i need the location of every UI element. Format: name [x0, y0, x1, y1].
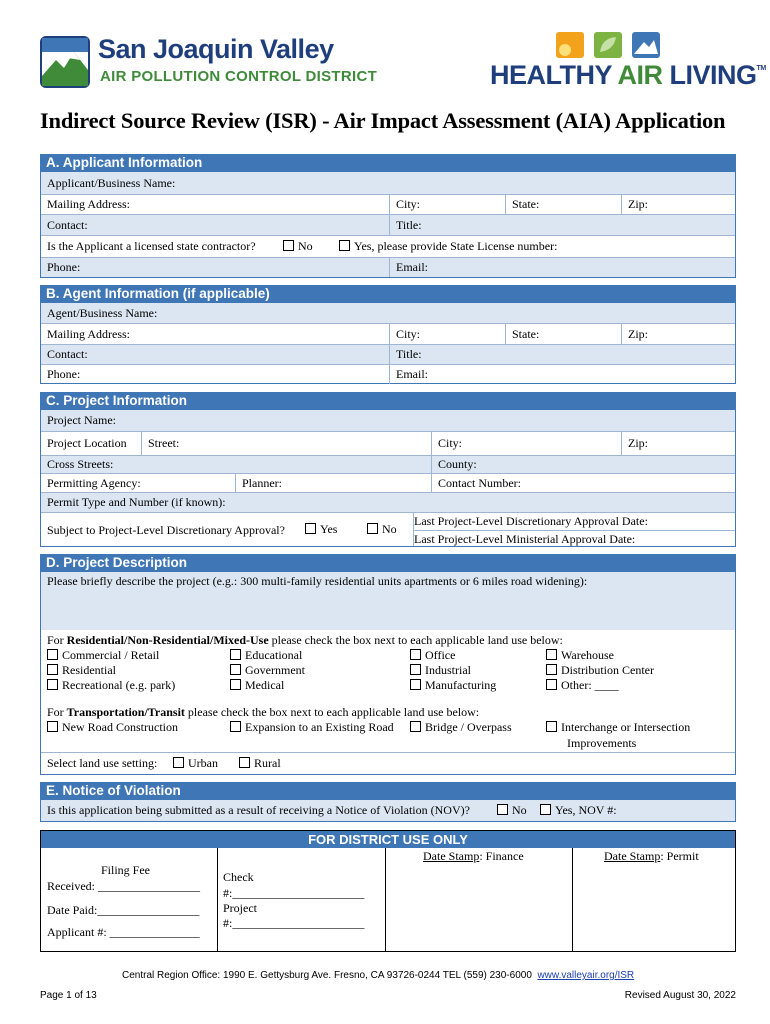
checkbox[interactable] — [230, 649, 241, 660]
applicant-number-field[interactable]: Applicant #: _______________ — [47, 925, 200, 939]
project-location-label: Project Location — [47, 436, 127, 450]
checkbox[interactable] — [410, 721, 421, 732]
checkbox[interactable] — [540, 804, 551, 815]
checkbox[interactable] — [173, 757, 184, 768]
checkbox[interactable] — [546, 679, 557, 690]
section-e — [40, 799, 736, 822]
check-label: Check — [223, 870, 254, 884]
setting-urban-option[interactable]: Urban — [167, 753, 233, 774]
agent-business-name-label[interactable]: Agent/Business Name: — [47, 306, 158, 320]
checkbox[interactable] — [410, 649, 421, 660]
section-b-header: B. Agent Information (if applicable) — [40, 285, 736, 302]
page-number: Page 1 of 13 — [40, 990, 97, 1001]
phone-label[interactable]: Phone: — [47, 367, 81, 381]
footer-office: Central Region Office: 1990 E. Gettysburg Ave. Fresno, CA 93726-0244 TEL (559) 230-6000 www.valleyair.org/ISR — [122, 970, 635, 981]
permit-type-label[interactable]: Permit Type and Number (if known): — [47, 495, 226, 509]
contact-number-label[interactable]: Contact Number: — [431, 474, 735, 492]
zip-label[interactable]: Zip: — [621, 432, 735, 455]
contractor-yes-option[interactable]: Yes, please provide State License number: — [333, 236, 735, 257]
checkbox[interactable] — [410, 679, 421, 690]
date-paid-field[interactable]: Date Paid:_________________ — [47, 903, 200, 917]
checkbox[interactable] — [410, 664, 421, 675]
mountain-logo-icon — [40, 36, 90, 88]
section-c-header: C. Project Information — [40, 392, 736, 409]
land-use-office[interactable]: Office — [410, 648, 455, 663]
phone-label[interactable]: Phone: — [47, 260, 81, 274]
district-subtitle: AIR POLLUTION CONTROL DISTRICT — [100, 68, 378, 85]
email-label[interactable]: Email: — [389, 365, 735, 384]
applicant-business-name-label[interactable]: Applicant/Business Name: — [47, 176, 176, 190]
air-text: AIR — [617, 60, 663, 90]
sun-icon — [556, 32, 584, 58]
sjv-logo — [40, 34, 378, 90]
section-c — [40, 409, 736, 547]
contractor-question: Is the Applicant a licensed state contractor? — [47, 239, 256, 253]
checkbox[interactable] — [230, 679, 241, 690]
district-name: San Joaquin Valley — [98, 34, 334, 64]
project-label: Project — [223, 901, 257, 915]
revised-date: Revised August 30, 2022 — [624, 990, 736, 1001]
section-d-header: D. Project Description — [40, 554, 736, 571]
land-use-manufacturing[interactable]: Manufacturing — [410, 678, 496, 693]
valleyair-link[interactable]: www.valleyair.org/ISR — [537, 970, 635, 981]
contractor-no-option[interactable]: No — [277, 236, 337, 257]
project-name-label[interactable]: Project Name: — [47, 413, 116, 427]
healthy-text: HEALTHY — [490, 60, 612, 90]
land-use-industrial[interactable]: Industrial — [410, 663, 471, 678]
received-field[interactable]: Received: _________________ — [47, 879, 200, 893]
checkbox[interactable] — [47, 649, 58, 660]
zip-label[interactable]: Zip: — [621, 324, 735, 344]
section-a — [40, 171, 736, 278]
setting-rural-option[interactable]: Rural — [233, 753, 299, 774]
cross-streets-label[interactable]: Cross Streets: — [47, 457, 114, 471]
checkbox[interactable] — [47, 679, 58, 690]
living-text: LIVING — [669, 60, 757, 90]
land-use-educational[interactable]: Educational — [230, 648, 302, 663]
permitting-agency-label[interactable]: Permitting Agency: — [47, 476, 141, 490]
transit-expansion[interactable]: Expansion to an Existing Road — [230, 720, 394, 735]
street-label[interactable]: Street: — [141, 432, 431, 455]
healthy-air-living-logo — [490, 32, 766, 92]
email-label[interactable]: Email: — [389, 258, 735, 277]
transit-interchange[interactable]: Interchange or Intersection — [546, 720, 690, 735]
city-label[interactable]: City: — [389, 195, 505, 214]
land-use-other[interactable]: Other: ____ — [546, 678, 619, 693]
nov-yes-option[interactable]: Yes, NOV #: — [534, 800, 735, 821]
checkbox[interactable] — [305, 523, 316, 534]
state-label[interactable]: State: — [505, 195, 621, 214]
residential-instructions: For Residential/Non-Residential/Mixed-Use please check the box next to each applicable land use below: — [47, 633, 563, 647]
date-stamp-permit: Date Stamp: Permit — [604, 849, 699, 863]
checkbox[interactable] — [546, 649, 557, 660]
land-use-setting-label: Select land use setting: — [47, 756, 158, 770]
mailing-address-label[interactable]: Mailing Address: — [47, 327, 130, 341]
land-use-government[interactable]: Government — [230, 663, 305, 678]
checkbox[interactable] — [239, 757, 250, 768]
project-number-field[interactable]: #:______________________ — [223, 916, 365, 930]
land-use-warehouse[interactable]: Warehouse — [546, 648, 614, 663]
title-label[interactable]: Title: — [389, 215, 735, 235]
city-label[interactable]: City: — [431, 432, 621, 455]
checkbox[interactable] — [230, 664, 241, 675]
checkbox[interactable] — [546, 664, 557, 675]
checkbox[interactable] — [283, 240, 294, 251]
checkbox[interactable] — [497, 804, 508, 815]
nov-question: Is this application being submitted as a result of receiving a Notice of Violation (NOV)? — [47, 803, 470, 817]
nov-no-option[interactable]: No — [491, 800, 541, 821]
land-use-residential[interactable]: Residential — [47, 663, 116, 678]
contact-label[interactable]: Contact: — [47, 347, 88, 361]
section-a-header: A. Applicant Information — [40, 154, 736, 171]
section-b — [40, 302, 736, 384]
trademark: TM — [756, 65, 766, 72]
checkbox[interactable] — [230, 721, 241, 732]
mailing-address-label[interactable]: Mailing Address: — [47, 197, 130, 211]
zip-label[interactable]: Zip: — [621, 195, 735, 214]
planner-label[interactable]: Planner: — [235, 474, 431, 492]
mountain-icon — [632, 32, 660, 58]
checkbox[interactable] — [546, 721, 557, 732]
checkbox[interactable] — [47, 664, 58, 675]
transit-bridge[interactable]: Bridge / Overpass — [410, 720, 512, 735]
project-description-prompt[interactable]: Please briefly describe the project (e.g.: 300 multi-family residential units apartments or 6 miles road widening): — [47, 574, 588, 588]
transportation-instructions: For Transportation/Transit please check the box next to each applicable land use below: — [47, 705, 480, 719]
check-number-field[interactable]: #:______________________ — [223, 886, 365, 900]
discretionary-yes-option[interactable]: Yes — [299, 513, 359, 546]
title-label[interactable]: Title: — [389, 345, 735, 364]
checkbox[interactable] — [367, 523, 378, 534]
page-title: Indirect Source Review (ISR) - Air Impact Assessment (AIA) Application — [40, 108, 726, 133]
land-use-commercial[interactable]: Commercial / Retail — [47, 648, 159, 663]
transit-new-road[interactable]: New Road Construction — [47, 720, 178, 735]
land-use-medical[interactable]: Medical — [230, 678, 284, 693]
contact-label[interactable]: Contact: — [47, 218, 88, 232]
filing-fee-label: Filing Fee — [101, 863, 151, 877]
date-stamp-finance: Date Stamp: Finance — [423, 849, 524, 863]
section-d — [40, 571, 736, 775]
checkbox[interactable] — [339, 240, 350, 251]
section-e-header: E. Notice of Violation — [40, 782, 736, 799]
leaf-icon — [594, 32, 622, 58]
discretionary-no-option[interactable]: No — [361, 513, 411, 546]
district-use-header: FOR DISTRICT USE ONLY — [41, 831, 735, 848]
city-label[interactable]: City: — [389, 324, 505, 344]
district-use-box — [40, 830, 736, 952]
discretionary-question: Subject to Project-Level Discretionary Approval? — [47, 523, 285, 537]
checkbox[interactable] — [47, 721, 58, 732]
land-use-recreational[interactable]: Recreational (e.g. park) — [47, 678, 175, 693]
last-discretionary-date-label[interactable]: Last Project-Level Discretionary Approval Date: — [414, 514, 648, 528]
last-ministerial-date-label[interactable]: Last Project-Level Ministerial Approval Date: — [414, 530, 735, 547]
land-use-distribution-center[interactable]: Distribution Center — [546, 663, 654, 678]
state-label[interactable]: State: — [505, 324, 621, 344]
county-label[interactable]: County: — [431, 456, 735, 473]
transit-interchange-line2: Improvements — [567, 736, 637, 750]
